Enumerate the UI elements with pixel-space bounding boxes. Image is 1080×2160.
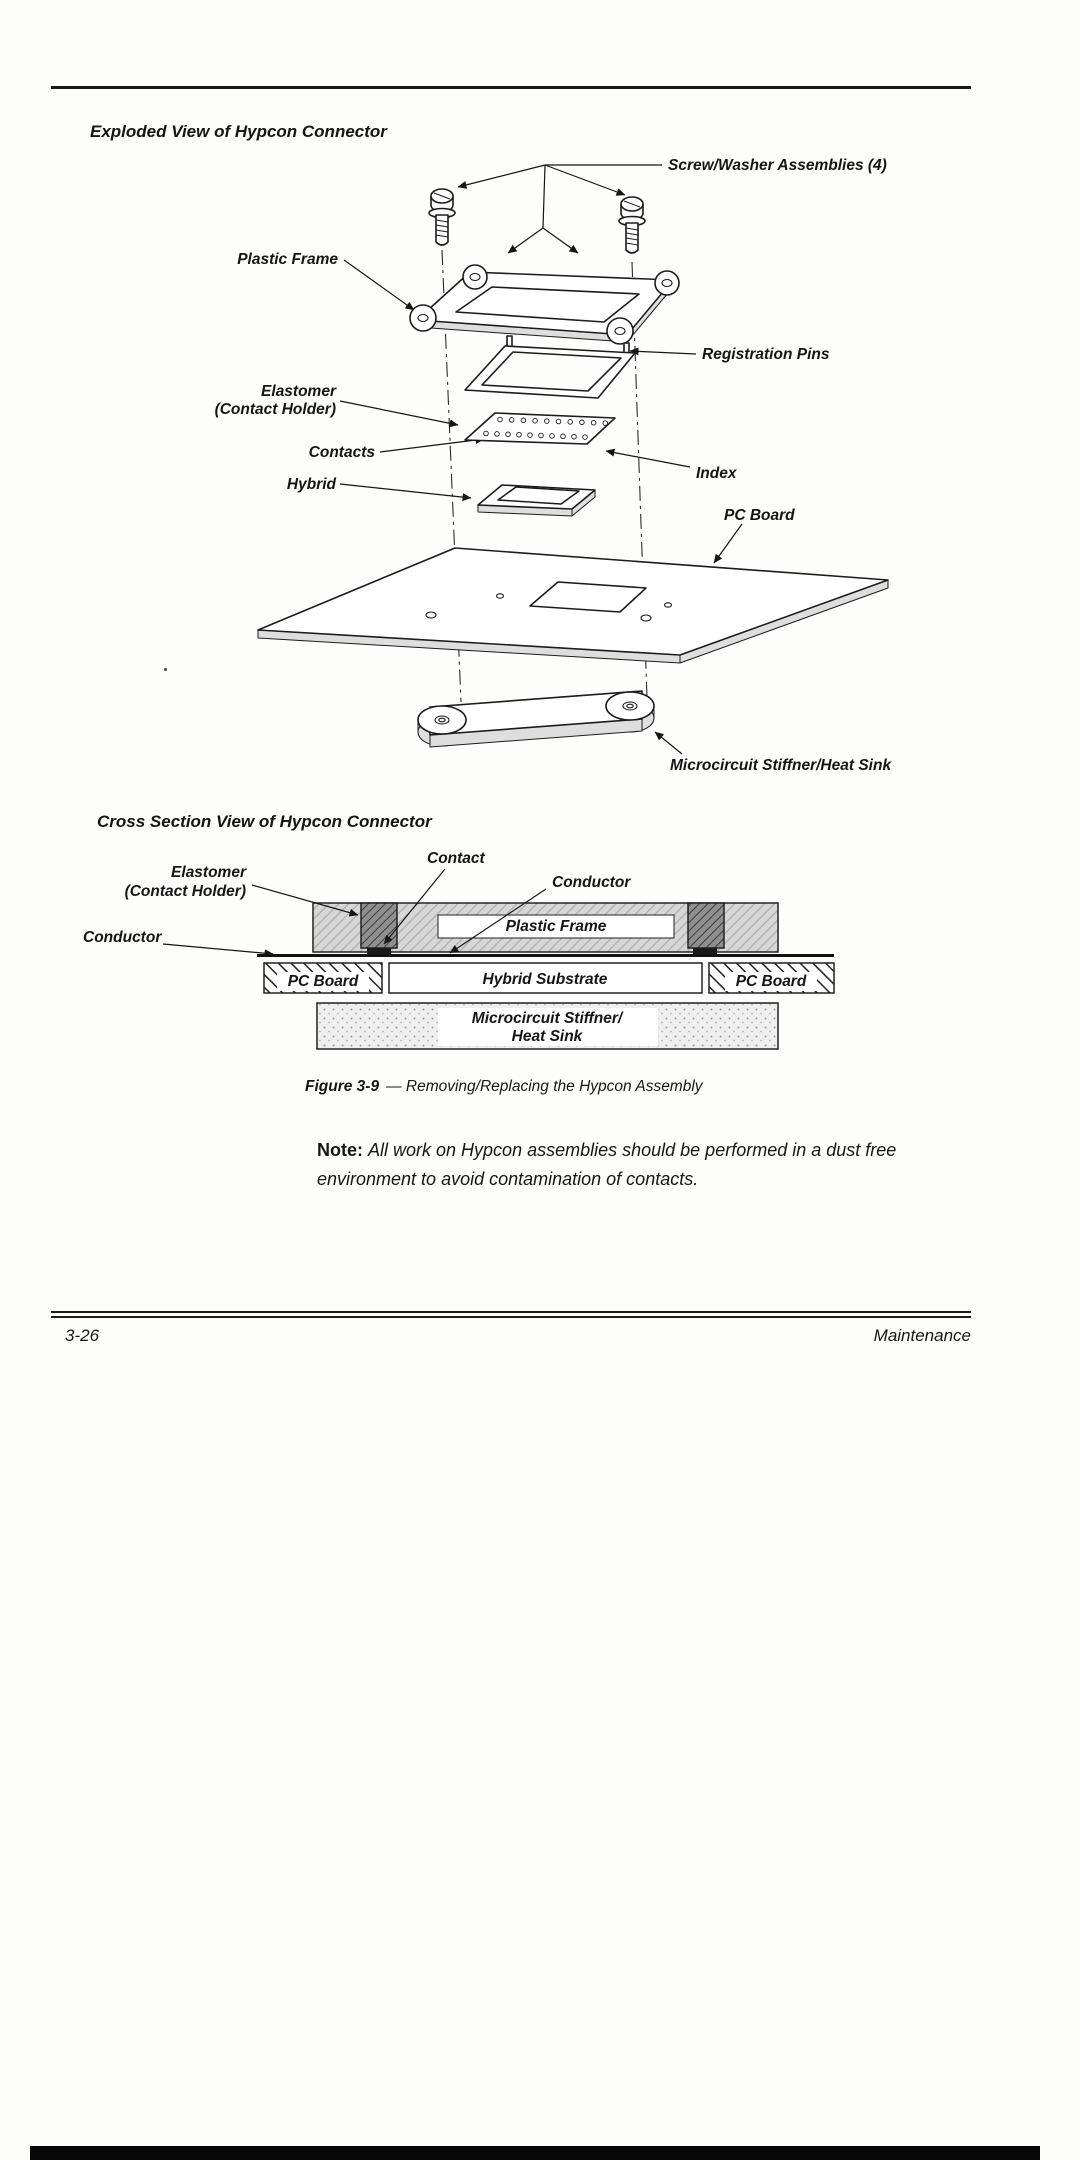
label-contacts: Contacts — [308, 444, 375, 461]
xsec-label-pc-left: PC Board — [287, 973, 359, 990]
hybrid-part — [478, 485, 595, 516]
xsec-label-contact: Contact — [427, 850, 485, 867]
label-elastomer-2: (Contact Holder) — [214, 401, 336, 418]
registration-pins-part — [465, 336, 635, 398]
label-screw-washer: Screw/Washer Assemblies (4) — [668, 157, 887, 174]
xsec-elastomer-left — [361, 903, 397, 948]
scan-artifact-dot — [164, 668, 167, 671]
label-registration-pins: Registration Pins — [702, 346, 830, 363]
xsec-contact-left — [367, 948, 391, 955]
screw-washer-right — [619, 197, 645, 253]
xsec-label-stiffener-2: Heat Sink — [511, 1028, 583, 1045]
label-pc-board: PC Board — [724, 507, 795, 524]
note-line-1: All work on Hypcon assemblies should be performed in a dust free — [368, 1140, 897, 1160]
note-line-2: environment to avoid contamination of contacts. — [317, 1169, 699, 1189]
label-index: Index — [696, 465, 737, 482]
elastomer-part — [465, 413, 615, 444]
cross-section-heading: Cross Section View of Hypcon Connector — [97, 812, 432, 831]
plastic-frame-part — [410, 265, 679, 344]
xsec-elastomer-right — [688, 903, 724, 948]
exploded-view-heading: Exploded View of Hypcon Connector — [90, 122, 387, 141]
stiffener-part — [418, 691, 654, 747]
top-rule — [51, 86, 971, 89]
xsec-contact-right — [693, 948, 717, 955]
footer-rule-lower — [51, 1316, 971, 1318]
cross-section-diagram — [70, 845, 1010, 1070]
label-elastomer-1: Elastomer — [261, 383, 336, 400]
figure-number: Figure 3-9 — [305, 1078, 380, 1095]
xsec-label-conductor-left: Conductor — [83, 929, 162, 946]
label-hybrid: Hybrid — [286, 476, 336, 493]
note-block — [317, 1136, 1037, 1194]
figure-title: — Removing/Replacing the Hypcon Assembly — [386, 1078, 703, 1095]
screw-washer-left — [429, 189, 455, 245]
exploded-view-diagram — [90, 150, 990, 830]
xsec-label-plastic-frame: Plastic Frame — [505, 918, 607, 935]
xsec-conductor-layer — [257, 954, 834, 957]
figure-caption — [305, 1078, 703, 1096]
note-label: Note: — [317, 1140, 363, 1160]
page-footer — [65, 1326, 971, 1346]
xsec-label-stiffener-1: Microcircuit Stiffner/ — [471, 1010, 623, 1027]
label-stiffener: Microcircuit Stiffner/Heat Sink — [670, 757, 892, 774]
scan-edge-bar — [30, 2146, 1040, 2160]
xsec-label-conductor-top: Conductor — [552, 874, 631, 891]
label-plastic-frame: Plastic Frame — [237, 251, 338, 268]
footer-page-number: 3-26 — [65, 1326, 100, 1345]
leader-lines — [340, 165, 742, 754]
xsec-label-hybrid: Hybrid Substrate — [482, 971, 608, 988]
xsec-label-elastomer-2: (Contact Holder) — [124, 883, 246, 900]
footer-section-name: Maintenance — [873, 1326, 971, 1345]
pc-board-part — [258, 548, 888, 663]
xsec-label-pc-right: PC Board — [735, 973, 807, 990]
xsec-label-elastomer-1: Elastomer — [171, 864, 246, 881]
footer-rule-upper — [51, 1311, 971, 1313]
